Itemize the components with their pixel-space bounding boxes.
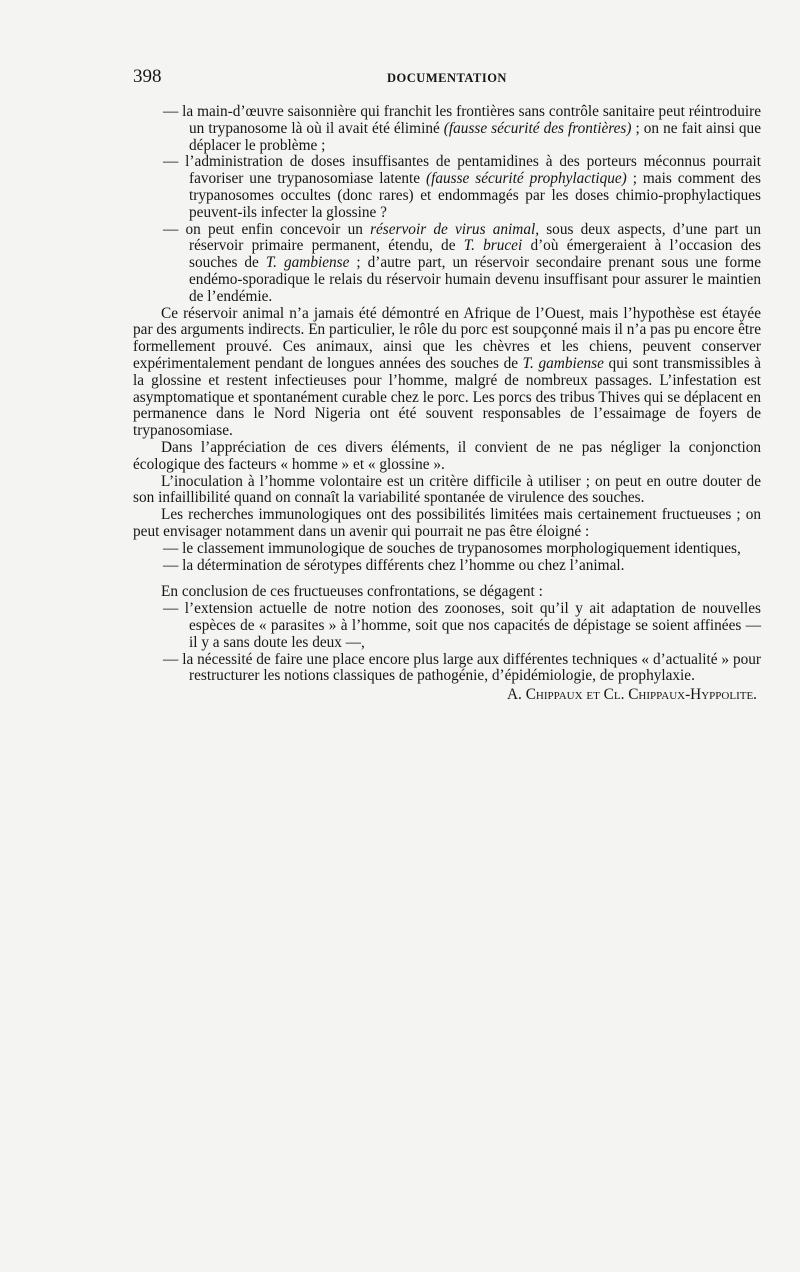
list-item-text: ; on ne fait ainsi que déplacer le problème ; bbox=[189, 119, 761, 154]
species-name: T. gambiense bbox=[522, 354, 604, 372]
running-title: DOCUMENTATION bbox=[387, 71, 507, 85]
paragraph-appreciation: Dans l’appréciation de ces divers éléments, il convient de ne pas négliger la conjonction écologique des facteurs « homme » et « glossine ». bbox=[133, 438, 761, 473]
italic-phrase: réservoir de virus animal, bbox=[370, 220, 540, 238]
species-name: T. gambiense bbox=[265, 254, 350, 272]
list-item bbox=[133, 104, 761, 154]
list-item-text: — la main-d’œuvre saisonnière qui franchit les frontières sans contrôle sanitaire peut réintroduire un trypanosome là où il avait été éliminé bbox=[163, 103, 761, 137]
author-signature: A. Chippaux et Cl. Chippaux-Hyppolite. bbox=[507, 686, 757, 704]
list-item-text: sous deux aspects, d’une part un réservoir primaire permanent, étendu, de bbox=[189, 220, 761, 255]
paragraph-inoculation: L’inoculation à l’homme volontaire est un critère difficile à utiliser ; on peut en outre douter de son infaillibilité quand on connaît la variabilité spontanée de virulence des souches. bbox=[133, 472, 761, 507]
list-item-text: ; mais comment des trypanosomes occultes (donc rares) et endommagés par les doses chimio-prophylactiques peuvent-ils infecter la glossine ? bbox=[189, 170, 761, 221]
paragraph-text: qui sont transmissibles à la glossine et restent infectieuses pour l’homme, malgré de nombreux passages. L’infestation est asymptomatique et spontanément curable chez le porc. Les porcs des tribus Thives qui se déplacent en permanence dans le Nord Nigeria ont été souvent responsables de l’essaimage de foyers de trypanosomiase. bbox=[133, 354, 761, 440]
paragraph-recherches: Les recherches immunologiques ont des possibilités limitées mais certainement fructueuses ; on peut envisager notamment dans un avenir qui pourrait ne pas être éloigné : bbox=[133, 506, 761, 540]
list-item: — la nécessité de faire une place encore plus large aux différentes techniques « d’actualité » pour restructurer les notions classiques de pathogénie, d’épidémiologie, de prophylaxie. bbox=[163, 650, 761, 685]
paragraph-reservoir bbox=[133, 306, 761, 440]
article-body bbox=[133, 104, 761, 704]
paragraph-text: Ce réservoir animal n’a jamais été démontré en Afrique de l’Ouest, mais l’hypothèse est étayée par des arguments indirects. En particulier, le rôle du porc est soupçonné mais il n’a pas pu encore être formellement prouvé. Ces animaux, ainsi que les chèvres et les chiens, peuvent conserver expérimentalement pendant de longues années des souches de bbox=[133, 304, 761, 372]
italic-phrase: (fausse sécurité des frontières) bbox=[443, 119, 632, 137]
list-item: — la détermination de sérotypes différents chez l’homme ou chez l’animal. bbox=[163, 556, 625, 574]
list-item-text: d’où émergeraient à l’occasion des souches de bbox=[189, 237, 761, 272]
list-item-text: — on peut enfin concevoir un bbox=[163, 220, 371, 238]
italic-phrase: (fausse sécurité prophylactique) bbox=[425, 170, 627, 188]
page-header bbox=[133, 66, 761, 92]
list-item: — le classement immunologique de souches de trypanosomes morphologiquement identiques, bbox=[163, 539, 741, 557]
list-item bbox=[133, 222, 761, 306]
list-item-text: — l’administration de doses insuffisantes de pentamidines à des porteurs méconnus pourrait favoriser une trypanosomiase latente bbox=[163, 153, 761, 188]
list-item bbox=[133, 154, 761, 221]
page-number: 398 bbox=[133, 66, 162, 87]
list-item: — l’extension actuelle de notre notion des zoonoses, soit qu’il y ait adaptation de nouvelles espèces de « parasites » à l’homme, soit que nos capacités de dépistage se soient affinées — il y a sans doute les deux —, bbox=[163, 600, 761, 651]
paragraph-conclusion: En conclusion de ces fructueuses confrontations, se dégagent : bbox=[161, 583, 543, 601]
list-item-text: ; d’autre part, un réservoir secondaire prenant sous une forme endémo-sporadique le relais du réservoir humain devenu insuffisant pour assurer le maintien de l’endémie. bbox=[189, 254, 761, 305]
species-name: T. brucei bbox=[463, 237, 523, 255]
